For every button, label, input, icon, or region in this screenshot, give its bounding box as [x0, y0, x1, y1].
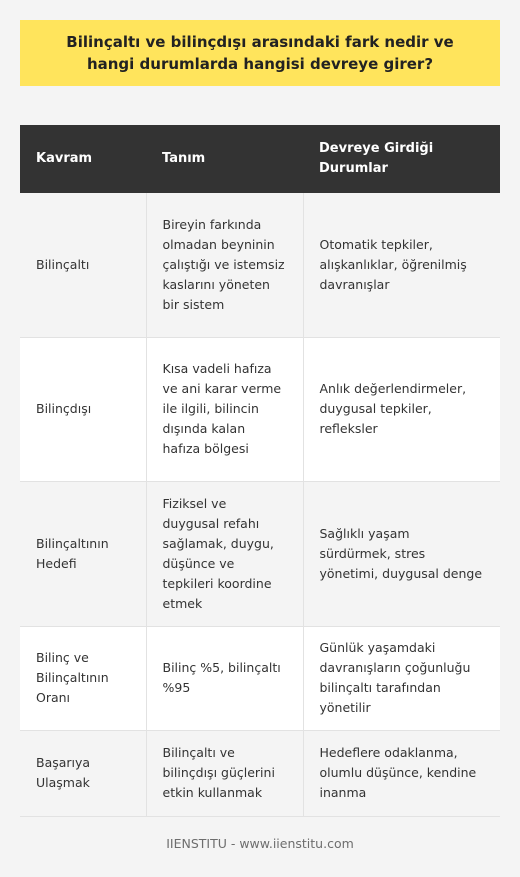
column-header-kavram: Kavram — [20, 125, 146, 193]
table-header-row — [20, 125, 500, 193]
cell-tanim: Bireyin farkında olmadan beyninin çalıştığı ve istemsiz kaslarını yöneten bir sistem — [146, 193, 303, 337]
table-row — [20, 626, 500, 730]
cell-tanim: Fiziksel ve duygusal refahı sağlamak, duygu, düşünce ve tepkileri koordine etmek — [146, 481, 303, 626]
title-banner — [20, 20, 500, 86]
cell-tanim: Bilinç %5, bilinçaltı %95 — [146, 626, 303, 730]
cell-tanim: Bilinçaltı ve bilinçdışı güçlerini etkin kullanmak — [146, 730, 303, 816]
table-row — [20, 481, 500, 626]
comparison-table — [20, 125, 500, 817]
cell-durumlar: Sağlıklı yaşam sürdürmek, stres yönetimi, duygusal denge — [303, 481, 500, 626]
cell-kavram: Bilinç ve Bilinçaltının Oranı — [20, 626, 146, 730]
table-row — [20, 337, 500, 481]
cell-durumlar: Anlık değerlendirmeler, duygusal tepkiler, refleksler — [303, 337, 500, 481]
cell-durumlar: Günlük yaşamdaki davranışların çoğunluğu bilinçaltı tarafından yönetilir — [303, 626, 500, 730]
cell-kavram: Bilinçaltı — [20, 193, 146, 337]
cell-kavram: Bilinçdışı — [20, 337, 146, 481]
footer-source: IIENSTITU - www.iienstitu.com — [166, 836, 354, 851]
column-header-durumlar: Devreye Girdiği Durumlar — [303, 125, 500, 193]
cell-durumlar: Hedeflere odaklanma, olumlu düşünce, kendine inanma — [303, 730, 500, 816]
column-header-tanim: Tanım — [146, 125, 303, 193]
page-title: Bilinçaltı ve bilinçdışı arasındaki fark nedir ve hangi durumlarda hangisi devreye girer? — [66, 33, 454, 73]
table-row — [20, 730, 500, 816]
cell-durumlar: Otomatik tepkiler, alışkanlıklar, öğrenilmiş davranışlar — [303, 193, 500, 337]
cell-kavram: Bilinçaltının Hedefi — [20, 481, 146, 626]
cell-tanim: Kısa vadeli hafıza ve ani karar verme ile ilgili, bilincin dışında kalan hafıza bölgesi — [146, 337, 303, 481]
cell-kavram: Başarıya Ulaşmak — [20, 730, 146, 816]
table-row — [20, 193, 500, 337]
